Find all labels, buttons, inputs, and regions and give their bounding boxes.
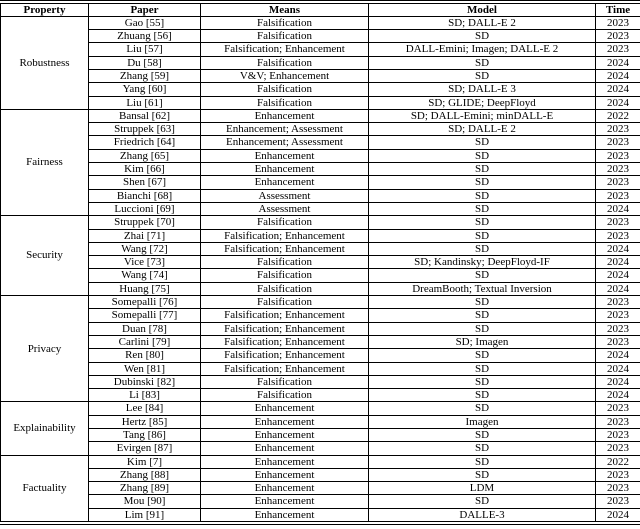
paper-cell: Struppek [70] — [89, 216, 201, 229]
time-cell: 2024 — [596, 269, 640, 282]
paper-cell: Huang [75] — [89, 282, 201, 295]
paper-cell: Yang [60] — [89, 83, 201, 96]
means-cell: Falsification; Enhancement — [201, 335, 369, 348]
time-cell: 2023 — [596, 176, 640, 189]
means-cell: Falsification; Enhancement — [201, 242, 369, 255]
paper-cell: Somepalli [76] — [89, 296, 201, 309]
time-cell: 2023 — [596, 309, 640, 322]
table-row — [1, 335, 640, 348]
means-cell: Enhancement; Assessment — [201, 123, 369, 136]
model-cell: SD — [369, 296, 596, 309]
col-header-means: Means — [201, 3, 369, 16]
table-row — [1, 229, 640, 242]
table-row — [1, 256, 640, 269]
model-cell: SD — [369, 176, 596, 189]
time-cell: 2023 — [596, 229, 640, 242]
paper-cell: Zhai [71] — [89, 229, 201, 242]
model-cell: DreamBooth; Textual Inversion — [369, 282, 596, 295]
model-cell: SD; Kandinsky; DeepFloyd-IF — [369, 256, 596, 269]
means-cell: Falsification — [201, 16, 369, 29]
time-cell: 2024 — [596, 96, 640, 109]
model-cell: SD — [369, 402, 596, 415]
table-row — [1, 109, 640, 122]
paper-cell: Liu [61] — [89, 96, 201, 109]
model-cell: SD — [369, 309, 596, 322]
paper-cell: Lim [91] — [89, 508, 201, 521]
model-cell: SD — [369, 429, 596, 442]
paper-cell: Ren [80] — [89, 349, 201, 362]
time-cell: 2023 — [596, 163, 640, 176]
time-cell: 2023 — [596, 442, 640, 455]
table-row — [1, 455, 640, 468]
means-cell: V&V; Enhancement — [201, 69, 369, 82]
property-cell: Explainability — [1, 402, 89, 455]
model-cell: SD; DALL-Emini; minDALL-E — [369, 109, 596, 122]
model-cell: SD — [369, 442, 596, 455]
paper-cell: Luccioni [69] — [89, 202, 201, 215]
paper-cell: Li [83] — [89, 389, 201, 402]
means-cell: Enhancement — [201, 415, 369, 428]
table-row — [1, 83, 640, 96]
time-cell: 2023 — [596, 429, 640, 442]
table-row — [1, 269, 640, 282]
paper-cell: Wang [72] — [89, 242, 201, 255]
model-cell: SD — [369, 322, 596, 335]
time-cell: 2023 — [596, 189, 640, 202]
table-row — [1, 43, 640, 56]
time-cell: 2023 — [596, 415, 640, 428]
table-row — [1, 508, 640, 521]
time-cell: 2024 — [596, 56, 640, 69]
table-row — [1, 468, 640, 481]
table-row — [1, 69, 640, 82]
model-cell: SD — [369, 362, 596, 375]
table-row — [1, 242, 640, 255]
table-row — [1, 16, 640, 29]
table-row — [1, 495, 640, 508]
paper-cell: Duan [78] — [89, 322, 201, 335]
paper-cell: Lee [84] — [89, 402, 201, 415]
means-cell: Enhancement — [201, 163, 369, 176]
table-row — [1, 482, 640, 495]
paper-cell: Bianchi [68] — [89, 189, 201, 202]
time-cell: 2024 — [596, 349, 640, 362]
table-row — [1, 56, 640, 69]
time-cell: 2024 — [596, 362, 640, 375]
means-cell: Falsification — [201, 375, 369, 388]
means-cell: Assessment — [201, 202, 369, 215]
means-cell: Enhancement — [201, 482, 369, 495]
table-row — [1, 176, 640, 189]
model-cell: SD — [369, 202, 596, 215]
paper-cell: Kim [66] — [89, 163, 201, 176]
model-cell: SD — [369, 455, 596, 468]
table-row — [1, 442, 640, 455]
col-header-time: Time — [596, 3, 640, 16]
model-cell: DALLE-3 — [369, 508, 596, 521]
table-row — [1, 136, 640, 149]
model-cell: SD; DALL-E 2 — [369, 16, 596, 29]
model-cell: SD — [369, 495, 596, 508]
model-cell: SD — [369, 242, 596, 255]
time-cell: 2024 — [596, 202, 640, 215]
means-cell: Falsification — [201, 30, 369, 43]
time-cell: 2024 — [596, 69, 640, 82]
model-cell: SD — [369, 189, 596, 202]
model-cell: SD — [369, 136, 596, 149]
means-cell: Enhancement — [201, 176, 369, 189]
time-cell: 2023 — [596, 495, 640, 508]
table-row — [1, 96, 640, 109]
model-cell: SD — [369, 468, 596, 481]
means-cell: Falsification — [201, 282, 369, 295]
paper-cell: Kim [7] — [89, 455, 201, 468]
means-cell: Falsification — [201, 296, 369, 309]
col-header-property: Property — [1, 3, 89, 16]
time-cell: 2024 — [596, 256, 640, 269]
means-cell: Enhancement — [201, 508, 369, 521]
paper-cell: Zhang [65] — [89, 149, 201, 162]
paper-cell: Bansal [62] — [89, 109, 201, 122]
paper-cell: Mou [90] — [89, 495, 201, 508]
table-row — [1, 415, 640, 428]
time-cell: 2023 — [596, 123, 640, 136]
table-row — [1, 296, 640, 309]
means-cell: Falsification — [201, 83, 369, 96]
time-cell: 2023 — [596, 335, 640, 348]
property-cell: Fairness — [1, 109, 89, 215]
means-cell: Falsification; Enhancement — [201, 362, 369, 375]
table-row — [1, 322, 640, 335]
model-cell: SD; DALL-E 3 — [369, 83, 596, 96]
model-cell: SD — [369, 30, 596, 43]
model-cell: SD — [369, 56, 596, 69]
paper-cell: Gao [55] — [89, 16, 201, 29]
col-header-model: Model — [369, 3, 596, 16]
means-cell: Falsification; Enhancement — [201, 229, 369, 242]
time-cell: 2024 — [596, 375, 640, 388]
table-row — [1, 282, 640, 295]
means-cell: Falsification; Enhancement — [201, 43, 369, 56]
means-cell: Falsification — [201, 269, 369, 282]
table-row — [1, 216, 640, 229]
means-cell: Enhancement — [201, 429, 369, 442]
model-cell: Imagen — [369, 415, 596, 428]
table-row — [1, 30, 640, 43]
paper-cell: Friedrich [64] — [89, 136, 201, 149]
model-cell: SD; Imagen — [369, 335, 596, 348]
paper-cell: Du [58] — [89, 56, 201, 69]
table-row — [1, 189, 640, 202]
time-cell: 2023 — [596, 402, 640, 415]
time-cell: 2024 — [596, 389, 640, 402]
means-cell: Enhancement — [201, 455, 369, 468]
means-cell: Falsification; Enhancement — [201, 309, 369, 322]
time-cell: 2023 — [596, 216, 640, 229]
paper-cell: Evirgen [87] — [89, 442, 201, 455]
table-row — [1, 402, 640, 415]
means-cell: Falsification — [201, 56, 369, 69]
means-cell: Enhancement — [201, 442, 369, 455]
means-cell: Enhancement; Assessment — [201, 136, 369, 149]
paper-cell: Hertz [85] — [89, 415, 201, 428]
means-cell: Falsification; Enhancement — [201, 322, 369, 335]
model-cell: SD; DALL-E 2 — [369, 123, 596, 136]
property-cell: Security — [1, 216, 89, 296]
model-cell: SD — [369, 69, 596, 82]
time-cell: 2024 — [596, 508, 640, 521]
paper-cell: Zhang [59] — [89, 69, 201, 82]
col-header-paper: Paper — [89, 3, 201, 16]
paper-cell: Dubinski [82] — [89, 375, 201, 388]
model-cell: LDM — [369, 482, 596, 495]
time-cell: 2023 — [596, 43, 640, 56]
means-cell: Enhancement — [201, 468, 369, 481]
means-cell: Assessment — [201, 189, 369, 202]
table-row — [1, 202, 640, 215]
model-cell: SD; GLIDE; DeepFloyd — [369, 96, 596, 109]
paper-cell: Wang [74] — [89, 269, 201, 282]
paper-cell: Shen [67] — [89, 176, 201, 189]
means-cell: Enhancement — [201, 402, 369, 415]
means-cell: Falsification — [201, 389, 369, 402]
paper-cell: Tang [86] — [89, 429, 201, 442]
model-cell: DALL-Emini; Imagen; DALL-E 2 — [369, 43, 596, 56]
time-cell: 2024 — [596, 282, 640, 295]
means-cell: Falsification — [201, 216, 369, 229]
table-row — [1, 163, 640, 176]
paper-cell: Struppek [63] — [89, 123, 201, 136]
time-cell: 2023 — [596, 296, 640, 309]
table-row — [1, 389, 640, 402]
paper-cell: Liu [57] — [89, 43, 201, 56]
means-cell: Enhancement — [201, 109, 369, 122]
means-cell: Falsification — [201, 96, 369, 109]
means-cell: Falsification; Enhancement — [201, 349, 369, 362]
paper-cell: Wen [81] — [89, 362, 201, 375]
time-cell: 2023 — [596, 16, 640, 29]
time-cell: 2024 — [596, 242, 640, 255]
table-row — [1, 349, 640, 362]
model-cell: SD — [369, 375, 596, 388]
property-cell: Privacy — [1, 296, 89, 402]
time-cell: 2022 — [596, 109, 640, 122]
time-cell: 2024 — [596, 83, 640, 96]
table-row — [1, 429, 640, 442]
time-cell: 2023 — [596, 482, 640, 495]
time-cell: 2022 — [596, 455, 640, 468]
table-body — [1, 16, 640, 521]
means-cell: Falsification — [201, 256, 369, 269]
trust-survey-table — [0, 3, 640, 523]
time-cell: 2023 — [596, 468, 640, 481]
table-row — [1, 375, 640, 388]
table-row — [1, 362, 640, 375]
paper-cell: Zhang [89] — [89, 482, 201, 495]
time-cell: 2023 — [596, 322, 640, 335]
table-row — [1, 309, 640, 322]
paper-cell: Somepalli [77] — [89, 309, 201, 322]
model-cell: SD — [369, 216, 596, 229]
time-cell: 2023 — [596, 149, 640, 162]
table-row — [1, 149, 640, 162]
model-cell: SD — [369, 163, 596, 176]
property-cell: Factuality — [1, 455, 89, 521]
paper-cell: Zhang [88] — [89, 468, 201, 481]
model-cell: SD — [369, 229, 596, 242]
time-cell: 2023 — [596, 136, 640, 149]
header-row — [1, 3, 640, 16]
model-cell: SD — [369, 389, 596, 402]
model-cell: SD — [369, 149, 596, 162]
model-cell: SD — [369, 349, 596, 362]
property-cell: Robustness — [1, 16, 89, 109]
means-cell: Enhancement — [201, 495, 369, 508]
time-cell: 2023 — [596, 30, 640, 43]
means-cell: Enhancement — [201, 149, 369, 162]
model-cell: SD — [369, 269, 596, 282]
paper-cell: Zhuang [56] — [89, 30, 201, 43]
paper-cell: Carlini [79] — [89, 335, 201, 348]
table-row — [1, 123, 640, 136]
paper-cell: Vice [73] — [89, 256, 201, 269]
